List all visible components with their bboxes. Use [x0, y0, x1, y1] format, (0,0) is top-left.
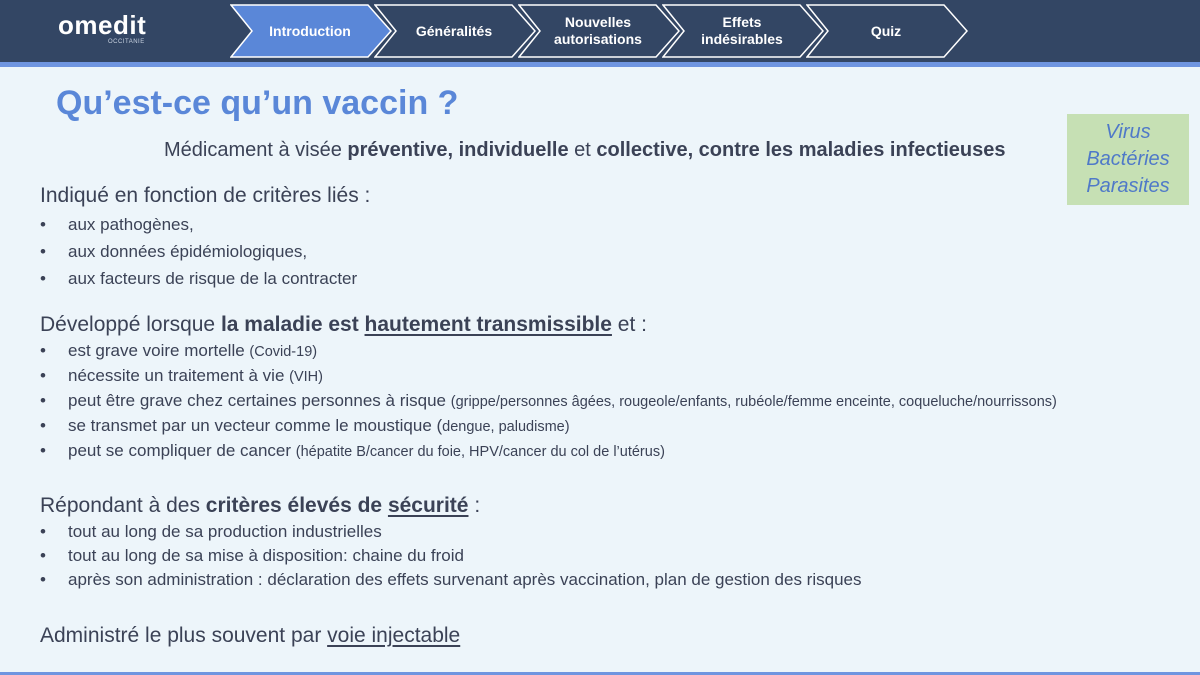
logo-text: omedit [58, 10, 147, 40]
section-indications [40, 182, 370, 292]
list-item: • tout au long de sa production industrielles [40, 520, 862, 544]
nav-tab-label: Effets indésirables [701, 14, 783, 47]
heading-text: : [468, 494, 481, 517]
item-text: est grave voire mortelle [68, 341, 250, 360]
bullet-list [40, 520, 862, 592]
heading-text: Développé lorsque [40, 313, 221, 336]
heading-text: Administré le plus souvent par [40, 624, 328, 647]
bullet-list [40, 211, 370, 292]
section-safety [40, 492, 862, 592]
heading-bold: critères élevés de [205, 494, 388, 517]
item-note: (Covid-19) [249, 344, 318, 360]
nav-tab-quiz[interactable] [806, 4, 968, 58]
list-item [40, 439, 1057, 464]
item-text: se transmet par un vecteur comme le moustique ( [68, 416, 443, 435]
item-text: peut se compliquer de cancer [68, 441, 296, 460]
section-heading: Indiqué en fonction de critères liés : [40, 184, 371, 207]
item-note: (VIH) [289, 369, 323, 385]
heading-bold: la maladie est [220, 313, 365, 336]
pathogen-item: Parasites [1086, 175, 1170, 197]
nav-tab-introduction[interactable] [230, 4, 392, 58]
section-heading [40, 311, 1057, 339]
list-item: • tout au long de sa mise à disposition: chaine du froid [40, 544, 862, 568]
section-heading [40, 492, 862, 520]
nav-tab-generalites[interactable] [374, 4, 536, 58]
heading-bold-underline: sécurité [387, 494, 469, 517]
pathogen-item: Virus [1105, 121, 1151, 143]
list-item: • aux pathogènes, [40, 211, 370, 238]
list-item [40, 389, 1057, 414]
pathogen-item: Bactéries [1086, 148, 1170, 170]
logo-subtitle: OCCITANIE [108, 39, 145, 45]
nav-tab-label: Quiz [870, 22, 902, 39]
subtitle-bold: préventive, individuelle [347, 139, 569, 161]
section-heading [40, 622, 460, 650]
nav-tab-label: Généralités [415, 22, 493, 39]
list-item: • après son administration : déclaration des effets survenant après vaccination, plan de gestion des risques [40, 568, 862, 592]
list-item: • aux facteurs de risque de la contracter [40, 265, 370, 292]
item-note: dengue, paludisme) [442, 419, 570, 435]
bullet-list [40, 339, 1057, 464]
nav-tab-label: Introduction [269, 22, 351, 39]
slide-title: Qu’est-ce qu’un vaccin ? [56, 84, 459, 122]
list-item [40, 339, 1057, 364]
omedit-logo [58, 8, 168, 48]
section-development [40, 311, 1057, 464]
pathogen-box [1067, 114, 1189, 205]
heading-bold-underline: hautement transmissible [364, 313, 612, 336]
heading-underline: voie injectable [327, 624, 461, 647]
nav-tab-effets-indesirables[interactable] [662, 4, 824, 58]
subtitle-text: et [568, 139, 597, 161]
slide-subtitle [164, 139, 1006, 162]
section-administration [40, 622, 460, 650]
top-accent-line [0, 62, 1200, 67]
subtitle-bold: collective, contre les maladies infectieuses [596, 139, 1006, 161]
nav-tab-nouvelles-autorisations[interactable] [518, 4, 680, 58]
item-note: (grippe/personnes âgées, rougeole/enfants, rubéole/femme enceinte, coqueluche/nourrissons) [450, 394, 1057, 410]
list-item [40, 414, 1057, 439]
item-text: nécessite un traitement à vie [68, 366, 290, 385]
nav-tab-label: Nouvelles autorisations [554, 14, 642, 47]
heading-text: et : [611, 313, 647, 336]
list-item: • aux données épidémiologiques, [40, 238, 370, 265]
item-text: peut être grave chez certaines personnes à risque [68, 391, 451, 410]
item-note: (hépatite B/cancer du foie, HPV/cancer du col de l’utérus) [295, 444, 665, 460]
heading-text: Répondant à des [40, 494, 206, 517]
subtitle-text: Médicament à visée [164, 139, 348, 161]
list-item [40, 364, 1057, 389]
